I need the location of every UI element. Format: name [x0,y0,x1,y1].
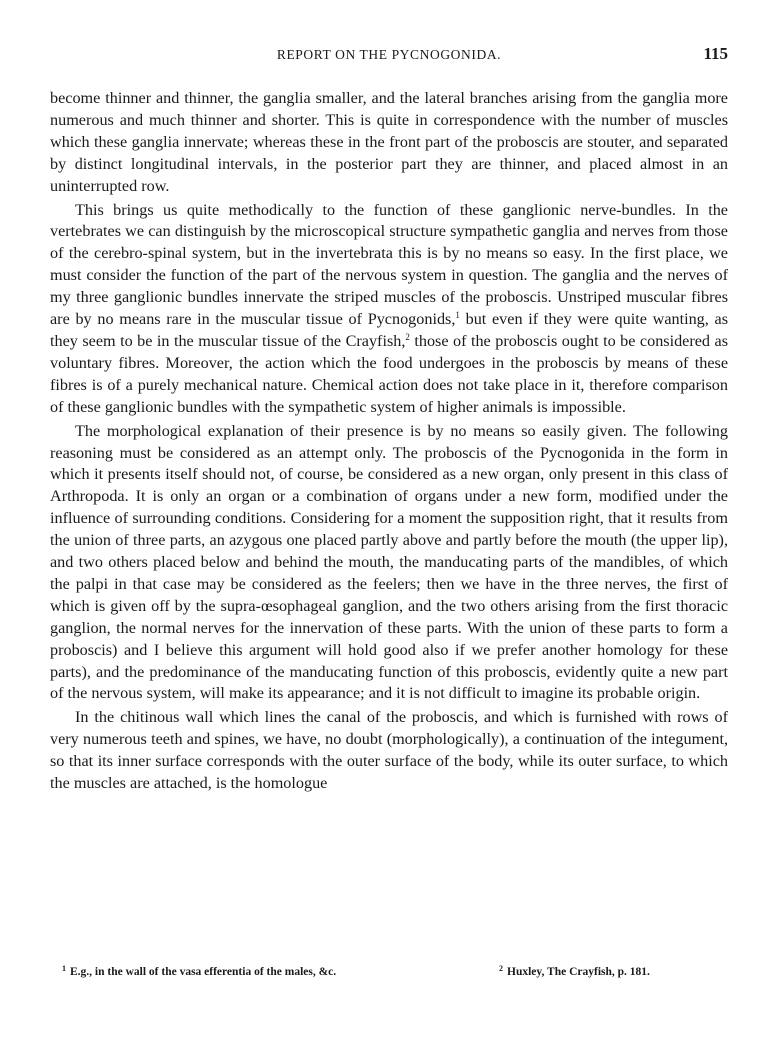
page-header [50,44,728,68]
footnote-marker: 2 [499,964,503,973]
footnotes [62,964,722,982]
footnote-text: Huxley, The Crayfish, p. 181. [507,966,650,978]
footnote-text: E.g., in the wall of the vasa efferentia of the males, &c. [70,966,337,978]
body-text [50,88,728,795]
paragraph: become thinner and thinner, the ganglia smaller, and the lateral branches arising from the ganglia more numerous and much thinner and shorter. This is quite in correspondence with the number of muscles which these ganglia innervate; whereas these in the front part of the proboscis are stouter, and separated by distinct longitudinal intervals, in the posterior part they are thinner, and placed almost in an uninterrupted row. [50,89,728,195]
paragraph: This brings us quite methodically to the function of these ganglionic nerve-bundles. In the vertebrates we can distinguish by the microscopical structure sympathetic ganglia and nerves from those of the cerebro-spinal system, but in the invertebrata this is by no means so easy. In the first place, we must consider the function of the part of the nervous system in question. The ganglia and the nerves of my three ganglionic bundles innervate the striped muscles of the proboscis. Unstriped muscular fibres are by no means rare in the muscular tissue of Pycnogonids,$^1$ but even if they were quite wanting, as they seem to be in the muscular tissue of the Crayfish,$^2$ those of the proboscis ought to be considered as voluntary fibres. Moreover, the action which the food undergoes in the proboscis by means of these fibres is of a purely mechanical nature. Chemical action does not take place in it, therefore comparison of these ganglionic bundles with the sympathetic system of higher animals is impossible. [50,200,729,416]
footnote-marker: 1 [62,964,66,973]
paragraph: In the chitinous wall which lines the canal of the proboscis, and which is furnished with rows of very numerous teeth and spines, we have, no doubt (morphologically), a continuation of the integument, so that its inner surface corresponds with the outer surface of the body, while its outer surface, to which the muscles are attached, is the homologue [50,708,728,793]
footnote-ref: 2 [405,331,410,342]
running-title: REPORT ON THE PYCNOGONIDA. [276,47,502,62]
page-number: 115 [703,44,728,63]
footnote-ref: 1 [455,310,460,321]
paragraph: The morphological explanation of their presence is by no means so easily given. The following reasoning must be considered as an attempt only. The proboscis of the Pycnogonida in the form in which it presents itself should not, of course, be considered as a new organ, only present in this class of Arthropoda. It is only an organ or a combination of organs under a new form, modified under the influence of surrounding conditions. Considering for a moment the supposition right, that it results from the union of three parts, an azygous one placed partly above and partly before the mouth (the upper lip), and two others placed below and behind the mouth, the manducating parts of the mandibles, of which the palpi in that case may be considered as the feelers; then we have in the three nerves, the first of which is given off by the supra-œsophageal ganglion, and the two others arising from the first thoracic ganglion, the normal nerves for the innervation of these parts. With the union of these parts to form a proboscis) and I believe this argument will hold good also if we prefer another homology for these parts), and the predominance of the manducating function of this proboscis, evidently quite a new part of the nervous system, will make its appearance; and it is not difficult to imagine its probable origin. [50,421,728,703]
footnote-1 [62,964,336,978]
footnote-2 [499,964,650,978]
